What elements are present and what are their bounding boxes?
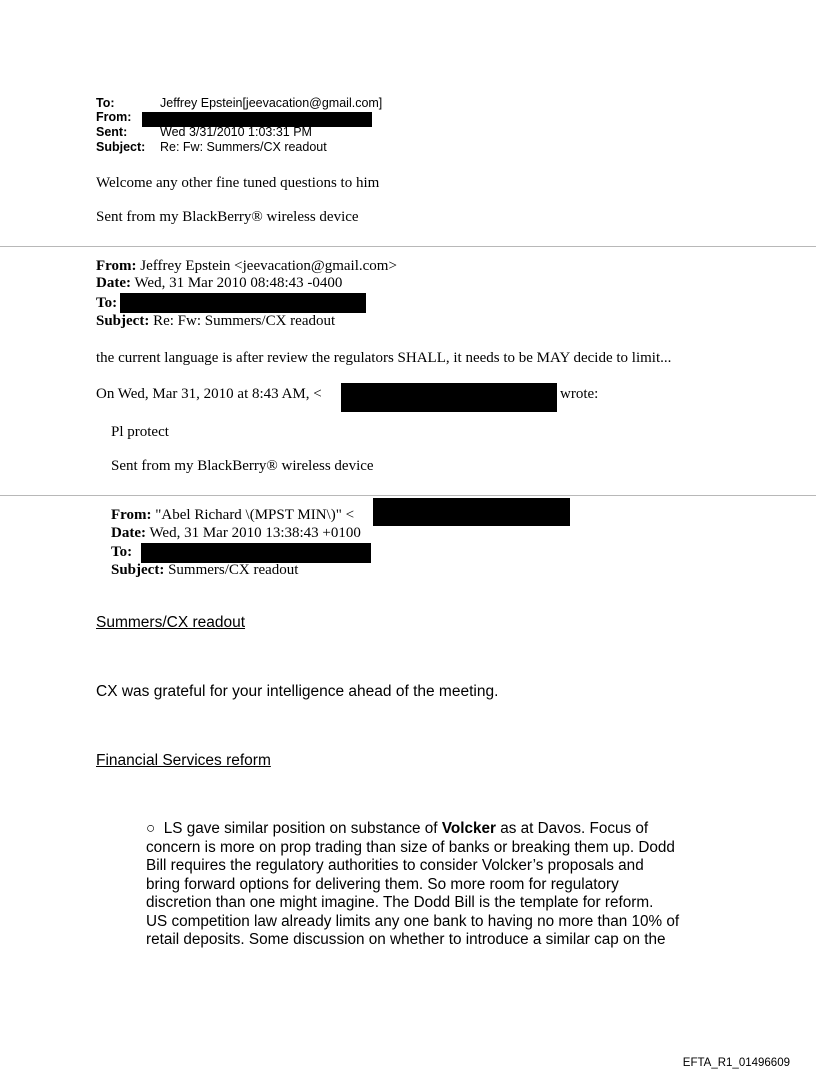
section-heading: Financial Services reform (96, 752, 271, 769)
email1-signature: Sent from my BlackBerry® wireless device (96, 209, 359, 225)
quote-line: Pl protect (111, 424, 169, 440)
from-value: Jeffrey Epstein <jeevacation@gmail.com> (140, 258, 397, 274)
date-label: Date: (96, 275, 131, 291)
subject-value: Re: Fw: Summers/CX readout (153, 313, 336, 329)
to-value: Jeffrey Epstein[jeevacation@gmail.com] (160, 96, 383, 110)
bold-term: Volcker (441, 820, 496, 837)
subject-value: Re: Fw: Summers/CX readout (160, 140, 327, 154)
bullet-line: ○ LS gave similar position on substance of Volcker as at Davos. Focus of (146, 820, 649, 837)
quote-signature: Sent from my BlackBerry® wireless device (111, 458, 374, 474)
redaction-bar (341, 383, 557, 412)
subject-label: Subject: (111, 562, 165, 578)
from-label: From: (96, 258, 137, 274)
email3-subject-line (111, 563, 298, 578)
redaction-bar (373, 498, 570, 526)
readout-intro: CX was grateful for your intelligence ahead of the meeting. (96, 683, 499, 700)
from-label: From: (96, 110, 132, 124)
date-label: Date: (111, 525, 146, 541)
bullet-line: retail deposits. Some discussion on whether to introduce a similar cap on the (146, 931, 666, 948)
quote-wrote: wrote: (560, 386, 599, 402)
subject-label: Subject: (96, 140, 146, 154)
date-value: Wed, 31 Mar 2010 13:38:43 +0100 (149, 525, 361, 541)
quote-intro: On Wed, Mar 31, 2010 at 8:43 AM, < (96, 386, 322, 402)
bullet-line: US competition law already limits any one bank to having no more than 10% of (146, 912, 680, 930)
from-value: "Abel Richard \(MPST MIN\)" < (155, 507, 355, 523)
email2-subject-line (96, 314, 335, 329)
to-label: To: (96, 96, 115, 110)
redaction-bar (141, 543, 371, 563)
subject-label: Subject: (96, 313, 150, 329)
email2-date-line (96, 276, 342, 291)
email1-body: Welcome any other fine tuned questions to him (96, 175, 380, 191)
document-id: EFTA_R1_01496609 (682, 1057, 790, 1069)
to-label: To: (111, 544, 133, 560)
readout-title: Summers/CX readout (96, 614, 246, 631)
bullet-line: discretion than one might imagine. The Dodd Bill is the template for reform. (146, 894, 654, 911)
redaction-bar (120, 293, 366, 313)
divider (0, 246, 816, 247)
email3-to-line (111, 545, 132, 560)
bullet-line: bring forward options for delivering them. So more room for regulatory (146, 875, 619, 893)
email2-body: the current language is after review the regulators SHALL, it needs to be MAY decide to limit... (96, 350, 672, 366)
email2-from-line (96, 259, 397, 274)
divider (0, 495, 816, 496)
subject-value: Summers/CX readout (168, 562, 299, 578)
email2-to-line (96, 296, 117, 311)
bullet-glyph: ○ (146, 820, 156, 837)
bullet-line: Bill requires the regulatory authorities to consider Volcker’s proposals and (146, 857, 644, 874)
email3-date-line (111, 526, 361, 541)
bullet-paragraph (146, 820, 721, 950)
sent-label: Sent: (96, 125, 128, 139)
bullet-line: concern is more on prop trading than size of banks or breaking them up. Dodd (146, 838, 675, 856)
sent-value: Wed 3/31/2010 1:03:31 PM (160, 125, 312, 139)
email3-from-line (111, 508, 354, 523)
from-label: From: (111, 507, 152, 523)
date-value: Wed, 31 Mar 2010 08:48:43 -0400 (134, 275, 343, 291)
to-label: To: (96, 295, 118, 311)
